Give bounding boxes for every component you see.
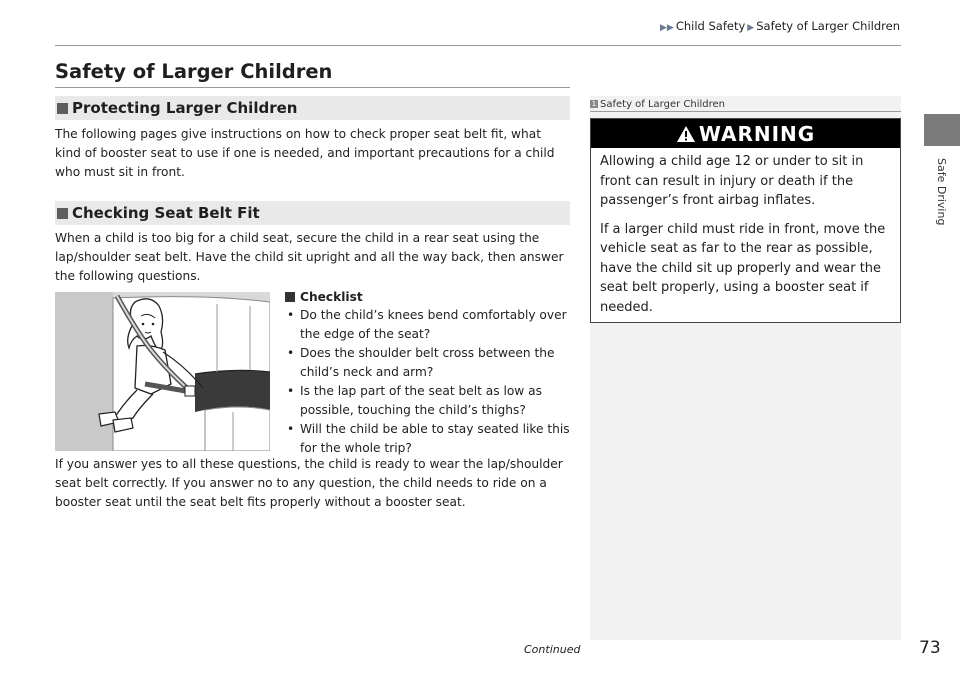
checklist-item: • Does the shoulder belt cross between the child’s neck and arm? [287, 346, 555, 379]
section-square-icon [57, 208, 68, 219]
bullet-icon: • [287, 422, 295, 436]
continued-label: Continued [524, 643, 581, 656]
bullet-icon: • [287, 308, 295, 322]
checklist-item: • Will the child be able to stay seated like this for the whole trip? [287, 422, 570, 455]
warning-label: WARNING [698, 121, 816, 146]
bullet-icon: • [287, 384, 295, 398]
breadcrumb-item-current: Safety of Larger Children [756, 19, 900, 33]
sidebar-title: 1 Safety of Larger Children [591, 98, 726, 110]
checking-intro-paragraph: When a child is too big for a child seat, secure the child in a rear seat using the lap/shoulder seat belt. Have the child sit upright and all the way back, then answer the following questions. [55, 231, 564, 283]
chapter-side-label: Safe Driving [935, 158, 948, 226]
warning-paragraph: Allowing a child age 12 or under to sit in front can result in injury or death if the passenger’s front airbag inflates. [600, 154, 864, 208]
page-number: 73 [919, 638, 941, 658]
checklist-heading: Checklist [283, 288, 573, 306]
checklist [283, 288, 573, 458]
reference-icon: 1 [591, 100, 597, 108]
section-tab-marker [924, 114, 960, 146]
checklist-item: • Is the lap part of the seat belt as low as possible, touching the child’s thighs? [287, 384, 542, 417]
sidebar-divider [590, 111, 901, 112]
warning-triangle-icon [676, 125, 696, 143]
child-seat-belt-illustration [55, 292, 270, 451]
breadcrumb-arrow-icon: ▶ [747, 23, 755, 33]
warning-paragraph: If a larger child must ride in front, move the vehicle seat as far to the rear as possible, have the child sit up properly and wear the seat belt properly, using a booster seat if needed. [600, 221, 886, 315]
warning-box [590, 118, 901, 323]
page-title: Safety of Larger Children [55, 60, 333, 83]
bullet-icon: • [287, 346, 295, 360]
section-square-icon [57, 103, 68, 114]
header-divider [55, 45, 901, 46]
title-divider [55, 87, 570, 88]
breadcrumb [658, 19, 900, 33]
protecting-paragraph: The following pages give instructions on how to check proper seat belt fit, what kind of booster seat to use if one is needed, and important precautions for a child who must sit in front. [55, 127, 555, 179]
checking-outro-paragraph: If you answer yes to all these questions, the child is ready to wear the lap/shoulder seat belt correctly. If you answer no to any question, the child needs to ride on a booster seat until the seat belt fits properly without a booster seat. [55, 457, 563, 509]
section-heading-checking: Checking Seat Belt Fit [55, 201, 570, 225]
checklist-items [283, 306, 573, 458]
checklist-item: • Do the child’s knees bend comfortably over the edge of the seat? [287, 308, 567, 341]
section-heading-protecting: Protecting Larger Children [55, 96, 570, 120]
checklist-square-icon [285, 292, 295, 302]
breadcrumb-item-child-safety[interactable]: Child Safety [675, 19, 746, 33]
breadcrumb-arrow-icon: ▶▶ [660, 23, 674, 33]
warning-header [591, 119, 900, 148]
